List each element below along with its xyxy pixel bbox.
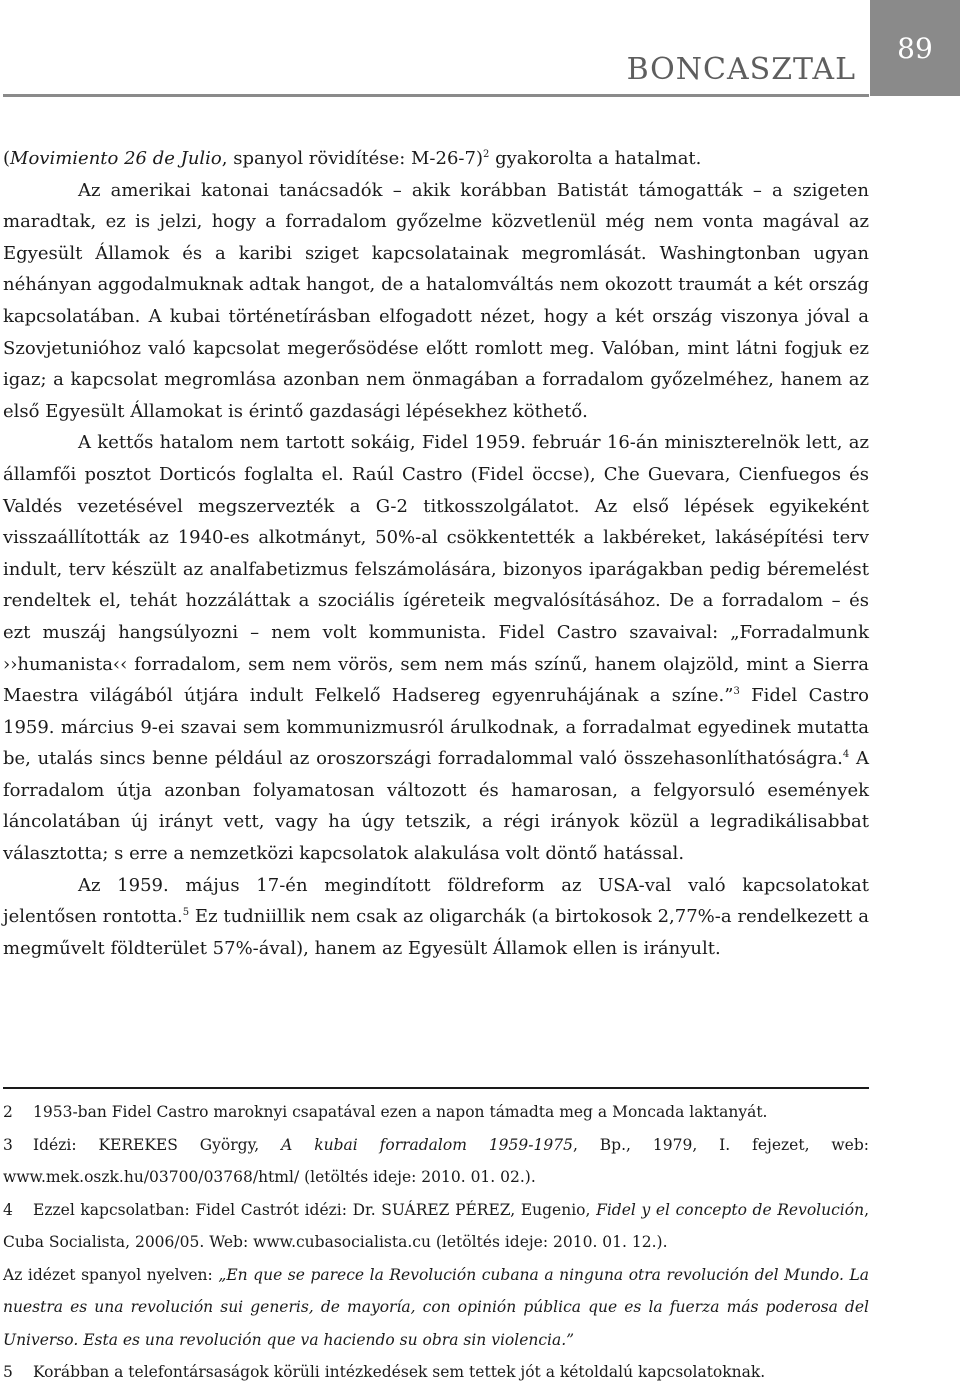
footnote-4 [3,1194,869,1259]
p1-text-b: gyakorolta a hatalmat. [489,148,702,169]
footnote-3 [3,1129,869,1194]
footnote-text: , Bp., 1979, I. fejezet, web: www.mek.oszk.hu/03700/03768/html/ (letöltés ideje: 2010. 01. 02.). [3,1135,869,1186]
book-title: A kubai forradalom 1959-1975 [281,1135,573,1154]
paragraph-4 [3,870,869,965]
spanish-quote: „En que se parece la Revolución cubana a ninguna otra revolución del Mundo. La nuestra es una revolución sui generis, de mayoría, con opinión pública que es la fuerza más poderosa del Universo. Esta es una revolución que va haciendo su obra sin violencia.” [3,1265,869,1349]
page-number: 89 [870,0,960,96]
paragraph-1: (Movimiento 26 de Julio, spanyol rövidítése: M-26-7)$^2$ gyakorolta a hatalmat. [3,148,702,169]
paragraph-3 [3,427,869,869]
p3-text-a: A kettős hatalom nem tartott sokáig, Fidel 1959. február 16-án miniszterelnök lett, az államfői posztot Dorticós foglalta el. Raúl Castro (Fidel öccse), Che Guevara, Cienfuegos és Valdés vezetésével megszervezték a G-2 titkosszolgálatot. Az első lépések egyikeként visszaállították az 1940-es alkotmányt, 50%-al csökkentették a lakbéreket, lakásépítési terv indult, terv készült az analfabetizmus felszámolására, bizonyos iparágakban pedig béremelést rendeltek el, tehát hozzáláttak a szociális ígéreteik megvalósításához. De a forradalom – és ezt muszáj hangsúlyozni – nem volt kommunista. Fidel Castro szavaival: „Forradalmunk ››humanista‹‹ forradalom, sem nem vörös, sem nem más színű, hanem olajzöld, mint a Sierra Maestra világából útjára indult Felkelő Hadsereg egyenruhájának a színe.” [3,432,869,707]
footnote-text: 1953-ban Fidel Castro maroknyi csapatával ezen a napon támadta meg a Moncada laktanyát. [33,1103,768,1121]
p2-text: Az amerikai katonai tanácsadók – akik korábban Batistát támogatták – a szigeten maradtak, ez is jelzi, hogy a forradalom győzelme közvetlenül még nem vonta magával az Egyesült Államok és a karibi sziget kapcsolatainak megromlását. Washingtonban ugyan néhányan aggodalmuknak adtak hangot, de a hatalomváltás nem okozott traumát a két ország kapcsolatában. A kubai történetírásban elfogadott nézet, hogy a két ország viszonya jóval a Szovjetunióhoz való kapcsolat megerősödése előtt romlott meg. Valóban, mint látni fogjuk ez igaz; a kapcsolat megromlása azonban nem önmagában a forradalom győzelméhez, hanem az első Egyesült Államokat is érintő gazdasági lépésekhez köthető. [3,179,869,422]
footnote-text: Ezzel kapcsolatban: Fidel Castrót idézi: Dr. SUÁREZ PÉREZ, Eugenio, [33,1200,597,1219]
article-title: Fidel y el concepto de Revolución [596,1200,865,1219]
footnote-number: 3 [3,1135,13,1154]
p4-text-a: Az 1959. május 17-én megindított földreform az USA-val való kapcsolatokat jelentősen rontotta. [3,874,869,928]
footnote-number: 4 [3,1200,13,1219]
footnote-number: 5 [3,1363,13,1381]
p1-text-a: , spanyol rövidítése: M-26-7) [221,148,483,169]
footnotes [3,1096,869,1389]
footnote-separator [3,1087,869,1089]
section-title: BONCASZTAL [626,52,856,87]
paragraph-2 [3,175,869,428]
footnote-number: 2 [3,1103,13,1121]
footnote-text: Idézi: KEREKES György, [33,1135,282,1154]
movement-name: Movimiento 26 de Julio [10,148,222,169]
footnote-5 [3,1356,869,1389]
footnote-ref-4[interactable]: 4 [842,749,850,761]
footnote-text: Az idézet spanyol nyelven: [3,1265,219,1284]
footnote-4-quote [3,1259,869,1357]
p3-text-c: A forradalom útja azonban folyamatosan változott és hamarosan, a felgyorsuló események láncolatában új irányt vett, vagy ha úgy tetszik, a régi irányok közül a legradikálisabbat választotta; s erre a nemzetközi kapcsolatok alakulása volt döntő hatással. [3,748,869,865]
body-text [3,143,869,964]
header-rule [3,94,869,97]
footnote-ref-3[interactable]: 3 [733,686,740,698]
footnote-ref-5[interactable]: 5 [182,907,190,919]
footnote-text: Korábban a telefontársaságok körüli intézkedések sem tettek jót a kétoldalú kapcsolatoknak. [33,1363,766,1381]
p3-text-b: Fidel Castro 1959. március 9-ei szavai sem kommunizmusról árulkodnak, a forradalmat egyedinek mutatta be, utalás sincs benne például az oroszországi forradalommal való összehasonlíthatóságra. [3,685,869,770]
p4-text-b: Ez tudniillik nem csak az oligarchák (a birtokosok 2,77%-a rendelkezett a megművelt földterület 57%-ával), hanem az Egyesült Államok ellen is irányult. [3,906,869,959]
footnote-text: , Cuba Socialista, 2006/05. Web: www.cubasocialista.cu (letöltés ideje: 2010. 01. 12.). [3,1200,870,1251]
footnote-2 [3,1096,869,1129]
footnote-ref-2[interactable]: 2 [482,149,490,160]
